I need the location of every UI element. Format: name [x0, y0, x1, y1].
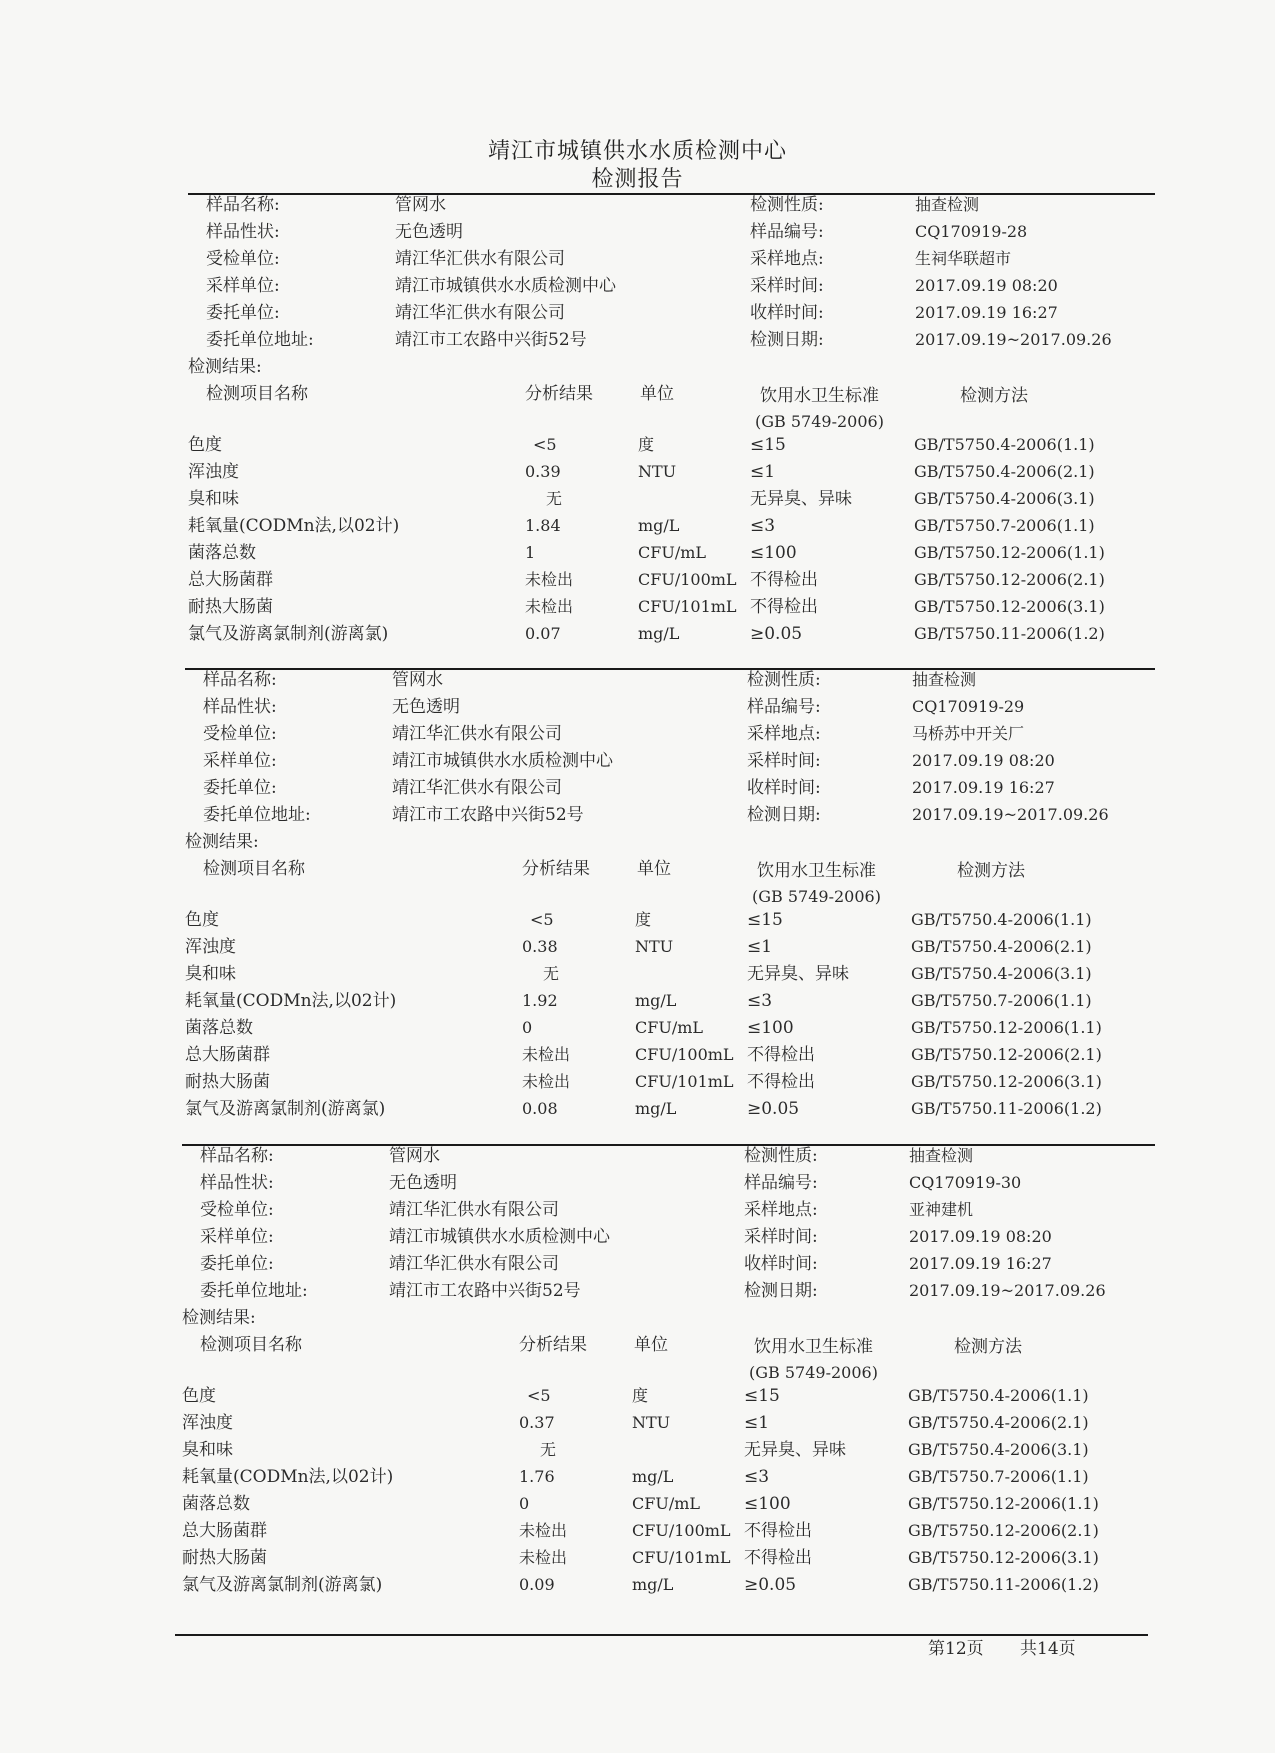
table-row-standard: ≤100 [744, 1494, 791, 1514]
table-row-item: 浑浊度 [185, 937, 236, 957]
col-result-header: 分析结果 [522, 859, 590, 879]
label-client-unit: 委托单位: [203, 778, 277, 798]
col-method-header: 检测方法 [960, 386, 1028, 406]
label-receipt-time: 收样时间: [744, 1254, 818, 1274]
table-row-method: GB/T5750.7-2006(1.1) [908, 1467, 1089, 1486]
table-row-unit: mg/L [632, 1575, 674, 1594]
table-row-unit: mg/L [638, 624, 680, 643]
table-row-result: 1.92 [522, 991, 558, 1010]
value-test-nature: 抽查检测 [912, 670, 977, 689]
table-row-standard: ≤1 [744, 1413, 770, 1433]
table-row-item: 耐热大肠菌 [185, 1072, 270, 1092]
col-standard-header: 饮用水卫生标准 [760, 386, 879, 406]
table-row-method: GB/T5750.11-2006(1.2) [914, 624, 1105, 643]
section-divider [188, 193, 1155, 195]
value-test-date: 2017.09.19~2017.09.26 [915, 330, 1112, 349]
table-row-standard: ≤15 [744, 1386, 780, 1406]
table-row-item: 臭和味 [185, 964, 236, 984]
table-row-result: 未检出 [525, 597, 574, 616]
table-row-item: 菌落总数 [188, 543, 256, 563]
table-row-result: 未检出 [525, 570, 574, 589]
table-row-result: 未检出 [522, 1072, 571, 1091]
table-row-result: 0.37 [519, 1413, 555, 1432]
table-row-item: 菌落总数 [185, 1018, 253, 1038]
table-row-item: 色度 [185, 910, 219, 930]
table-row-method: GB/T5750.4-2006(2.1) [914, 462, 1095, 481]
table-row-item: 耐热大肠菌 [188, 597, 273, 617]
table-row-standard: 不得检出 [750, 570, 818, 590]
label-sampling-time: 采样时间: [744, 1227, 818, 1247]
col-item-header: 检测项目名称 [200, 1335, 302, 1355]
table-row-method: GB/T5750.12-2006(2.1) [911, 1045, 1102, 1064]
value-sample-name: 管网水 [395, 195, 446, 215]
table-row-standard: ≤15 [747, 910, 783, 930]
label-inspected-unit: 受检单位: [206, 249, 280, 269]
table-row-result: 0.08 [522, 1099, 558, 1118]
table-row-result: 无 [540, 1440, 557, 1459]
table-row-standard: ≤15 [750, 435, 786, 455]
value-sample-state: 无色透明 [392, 697, 460, 717]
label-sample-state: 样品性状: [203, 697, 277, 717]
table-row-result: 0 [522, 1018, 533, 1037]
value-sampling-site: 亚神建机 [909, 1200, 974, 1219]
results-label: 检测结果: [188, 357, 262, 377]
table-row-method: GB/T5750.4-2006(3.1) [911, 964, 1092, 983]
label-client-address: 委托单位地址: [206, 330, 314, 350]
table-row-item: 耐热大肠菌 [182, 1548, 267, 1568]
value-sample-no: CQ170919-30 [909, 1173, 1022, 1192]
table-row-unit: CFU/101mL [635, 1072, 734, 1091]
table-row-method: GB/T5750.4-2006(2.1) [908, 1413, 1089, 1432]
section-divider [182, 1144, 1155, 1146]
table-row-method: GB/T5750.4-2006(1.1) [908, 1386, 1089, 1405]
value-test-date: 2017.09.19~2017.09.26 [912, 805, 1109, 824]
table-row-unit: CFU/mL [632, 1494, 701, 1513]
table-row-method: GB/T5750.12-2006(2.1) [908, 1521, 1099, 1540]
table-row-standard: ≤100 [750, 543, 797, 563]
table-row-standard: 不得检出 [747, 1072, 815, 1092]
value-client-unit: 靖江华汇供水有限公司 [392, 778, 562, 798]
table-row-item: 臭和味 [188, 489, 239, 509]
table-row-standard: ≤3 [747, 991, 773, 1011]
value-inspected-unit: 靖江华汇供水有限公司 [395, 249, 565, 269]
results-label: 检测结果: [182, 1308, 256, 1328]
table-row-standard: 无异臭、异味 [744, 1440, 846, 1460]
value-sampling-unit: 靖江市城镇供水水质检测中心 [389, 1227, 610, 1247]
label-client-unit: 委托单位: [206, 303, 280, 323]
label-test-nature: 检测性质: [750, 195, 824, 215]
col-result-header: 分析结果 [525, 384, 593, 404]
table-row-standard: ≤1 [747, 937, 773, 957]
table-row-method: GB/T5750.4-2006(3.1) [908, 1440, 1089, 1459]
table-row-method: GB/T5750.12-2006(1.1) [914, 543, 1105, 562]
table-row-unit: mg/L [638, 516, 680, 535]
value-sampling-unit: 靖江市城镇供水水质检测中心 [395, 276, 616, 296]
table-row-item: 氯气及游离氯制剂(游离氯) [182, 1575, 383, 1595]
table-row-result: 0.09 [519, 1575, 555, 1594]
col-standard-header: 饮用水卫生标准 [754, 1337, 873, 1357]
table-row-method: GB/T5750.12-2006(3.1) [911, 1072, 1102, 1091]
label-test-nature: 检测性质: [747, 670, 821, 690]
col-standard-ref: (GB 5749-2006) [755, 412, 884, 431]
label-sampling-unit: 采样单位: [200, 1227, 274, 1247]
col-item-header: 检测项目名称 [203, 859, 305, 879]
label-sample-no: 样品编号: [747, 697, 821, 717]
label-test-date: 检测日期: [750, 330, 824, 350]
table-row-standard: ≥0.05 [750, 624, 803, 644]
table-row-unit: NTU [638, 462, 677, 481]
table-row-result: 无 [543, 964, 560, 983]
table-row-result: 1 [525, 543, 536, 562]
table-row-method: GB/T5750.7-2006(1.1) [914, 516, 1095, 535]
label-sample-no: 样品编号: [750, 222, 824, 242]
col-method-header: 检测方法 [957, 861, 1025, 881]
label-client-address: 委托单位地址: [203, 805, 311, 825]
table-row-result: <5 [527, 1386, 551, 1405]
table-row-result: 0.07 [525, 624, 561, 643]
label-sampling-time: 采样时间: [747, 751, 821, 771]
table-row-result: 0.39 [525, 462, 561, 481]
table-row-item: 臭和味 [182, 1440, 233, 1460]
table-row-item: 耗氧量(CODMn法,以02计) [185, 991, 397, 1011]
table-row-standard: 不得检出 [747, 1045, 815, 1065]
col-standard-ref: (GB 5749-2006) [752, 887, 881, 906]
table-row-item: 色度 [188, 435, 222, 455]
section-divider [185, 668, 1155, 670]
table-row-item: 耗氧量(CODMn法,以02计) [188, 516, 400, 536]
table-row-method: GB/T5750.11-2006(1.2) [908, 1575, 1099, 1594]
value-sample-name: 管网水 [389, 1146, 440, 1166]
label-inspected-unit: 受检单位: [200, 1200, 274, 1220]
table-row-unit: CFU/101mL [638, 597, 737, 616]
value-test-nature: 抽查检测 [915, 195, 980, 214]
table-row-unit: 度 [632, 1386, 649, 1405]
label-sample-state: 样品性状: [200, 1173, 274, 1193]
table-row-method: GB/T5750.7-2006(1.1) [911, 991, 1092, 1010]
table-row-item: 耗氧量(CODMn法,以02计) [182, 1467, 394, 1487]
table-row-standard: ≤100 [747, 1018, 794, 1038]
table-row-standard: ≤1 [750, 462, 776, 482]
value-sample-state: 无色透明 [389, 1173, 457, 1193]
org-title: 靖江市城镇供水水质检测中心 [487, 139, 787, 164]
table-row-result: <5 [530, 910, 554, 929]
col-item-header: 检测项目名称 [206, 384, 308, 404]
value-sampling-time: 2017.09.19 08:20 [912, 751, 1055, 770]
value-sample-no: CQ170919-29 [912, 697, 1025, 716]
table-row-result: 未检出 [522, 1045, 571, 1064]
label-client-address: 委托单位地址: [200, 1281, 308, 1301]
value-sample-no: CQ170919-28 [915, 222, 1028, 241]
label-sampling-site: 采样地点: [750, 249, 824, 269]
table-row-method: GB/T5750.4-2006(2.1) [911, 937, 1092, 956]
table-row-standard: 无异臭、异味 [747, 964, 849, 984]
label-sampling-site: 采样地点: [747, 724, 821, 744]
value-receipt-time: 2017.09.19 16:27 [915, 303, 1058, 322]
page-total: 共14页 [1020, 1639, 1076, 1659]
table-row-method: GB/T5750.11-2006(1.2) [911, 1099, 1102, 1118]
label-test-date: 检测日期: [744, 1281, 818, 1301]
table-row-unit: CFU/101mL [632, 1548, 731, 1567]
col-standard-ref: (GB 5749-2006) [749, 1363, 878, 1382]
table-row-item: 浑浊度 [182, 1413, 233, 1433]
table-row-unit: NTU [635, 937, 674, 956]
label-receipt-time: 收样时间: [750, 303, 824, 323]
value-sampling-unit: 靖江市城镇供水水质检测中心 [392, 751, 613, 771]
label-sampling-time: 采样时间: [750, 276, 824, 296]
label-inspected-unit: 受检单位: [203, 724, 277, 744]
table-row-unit: mg/L [635, 991, 677, 1010]
table-row-standard: ≥0.05 [744, 1575, 797, 1595]
results-label: 检测结果: [185, 832, 259, 852]
table-row-unit: CFU/100mL [638, 570, 737, 589]
table-row-standard: ≤3 [744, 1467, 770, 1487]
value-sample-name: 管网水 [392, 670, 443, 690]
value-sample-state: 无色透明 [395, 222, 463, 242]
table-row-unit: CFU/100mL [632, 1521, 731, 1540]
col-unit-header: 单位 [640, 384, 674, 404]
table-row-result: 1.84 [525, 516, 561, 535]
table-row-unit: 度 [638, 435, 655, 454]
table-row-unit: CFU/mL [638, 543, 707, 562]
table-row-method: GB/T5750.4-2006(3.1) [914, 489, 1095, 508]
table-row-standard: 无异臭、异味 [750, 489, 852, 509]
label-receipt-time: 收样时间: [747, 778, 821, 798]
table-row-standard: 不得检出 [744, 1521, 812, 1541]
value-client-address: 靖江市工农路中兴街52号 [395, 330, 587, 350]
value-client-address: 靖江市工农路中兴街52号 [392, 805, 584, 825]
label-sample-no: 样品编号: [744, 1173, 818, 1193]
table-row-method: GB/T5750.12-2006(1.1) [908, 1494, 1099, 1513]
col-standard-header: 饮用水卫生标准 [757, 861, 876, 881]
table-row-item: 菌落总数 [182, 1494, 250, 1514]
value-client-unit: 靖江华汇供水有限公司 [395, 303, 565, 323]
table-row-item: 浑浊度 [188, 462, 239, 482]
value-receipt-time: 2017.09.19 16:27 [909, 1254, 1052, 1273]
table-row-result: 未检出 [519, 1521, 568, 1540]
value-test-date: 2017.09.19~2017.09.26 [909, 1281, 1106, 1300]
label-test-nature: 检测性质: [744, 1146, 818, 1166]
page-number: 第12页 [928, 1639, 984, 1659]
table-row-item: 色度 [182, 1386, 216, 1406]
table-row-item: 总大肠菌群 [185, 1045, 270, 1065]
table-row-item: 总大肠菌群 [182, 1521, 267, 1541]
value-sampling-site: 马桥苏中开关厂 [912, 724, 1025, 743]
label-sample-state: 样品性状: [206, 222, 280, 242]
table-row-item: 氯气及游离氯制剂(游离氯) [185, 1099, 386, 1119]
table-row-standard: 不得检出 [744, 1548, 812, 1568]
table-row-method: GB/T5750.12-2006(2.1) [914, 570, 1105, 589]
value-sampling-site: 生祠华联超市 [915, 249, 1012, 268]
value-client-address: 靖江市工农路中兴街52号 [389, 1281, 581, 1301]
label-sampling-unit: 采样单位: [206, 276, 280, 296]
label-sample-name: 样品名称: [203, 670, 277, 690]
value-client-unit: 靖江华汇供水有限公司 [389, 1254, 559, 1274]
col-unit-header: 单位 [637, 859, 671, 879]
label-sampling-unit: 采样单位: [203, 751, 277, 771]
table-row-unit: CFU/mL [635, 1018, 704, 1037]
table-row-standard: ≤3 [750, 516, 776, 536]
label-test-date: 检测日期: [747, 805, 821, 825]
table-row-result: 无 [546, 489, 563, 508]
table-row-method: GB/T5750.12-2006(3.1) [914, 597, 1105, 616]
table-row-method: GB/T5750.4-2006(1.1) [911, 910, 1092, 929]
table-row-standard: 不得检出 [750, 597, 818, 617]
table-row-result: 0 [519, 1494, 530, 1513]
value-sampling-time: 2017.09.19 08:20 [909, 1227, 1052, 1246]
col-method-header: 检测方法 [954, 1337, 1022, 1357]
table-row-unit: CFU/100mL [635, 1045, 734, 1064]
report-title: 检测报告 [591, 167, 684, 192]
label-sample-name: 样品名称: [200, 1146, 274, 1166]
value-receipt-time: 2017.09.19 16:27 [912, 778, 1055, 797]
label-client-unit: 委托单位: [200, 1254, 274, 1274]
col-unit-header: 单位 [634, 1335, 668, 1355]
table-row-result: 未检出 [519, 1548, 568, 1567]
table-row-unit: 度 [635, 910, 652, 929]
col-result-header: 分析结果 [519, 1335, 587, 1355]
table-row-item: 总大肠菌群 [188, 570, 273, 590]
table-row-unit: mg/L [632, 1467, 674, 1486]
value-test-nature: 抽查检测 [909, 1146, 974, 1165]
table-row-unit: mg/L [635, 1099, 677, 1118]
table-row-standard: ≥0.05 [747, 1099, 800, 1119]
table-row-unit: NTU [632, 1413, 671, 1432]
table-row-method: GB/T5750.12-2006(1.1) [911, 1018, 1102, 1037]
table-row-result: 0.38 [522, 937, 558, 956]
table-row-method: GB/T5750.4-2006(1.1) [914, 435, 1095, 454]
value-inspected-unit: 靖江华汇供水有限公司 [392, 724, 562, 744]
table-row-result: <5 [533, 435, 557, 454]
value-inspected-unit: 靖江华汇供水有限公司 [389, 1200, 559, 1220]
label-sample-name: 样品名称: [206, 195, 280, 215]
footer-divider [175, 1634, 1148, 1636]
value-sampling-time: 2017.09.19 08:20 [915, 276, 1058, 295]
table-row-result: 1.76 [519, 1467, 555, 1486]
label-sampling-site: 采样地点: [744, 1200, 818, 1220]
table-row-item: 氯气及游离氯制剂(游离氯) [188, 624, 389, 644]
table-row-method: GB/T5750.12-2006(3.1) [908, 1548, 1099, 1567]
